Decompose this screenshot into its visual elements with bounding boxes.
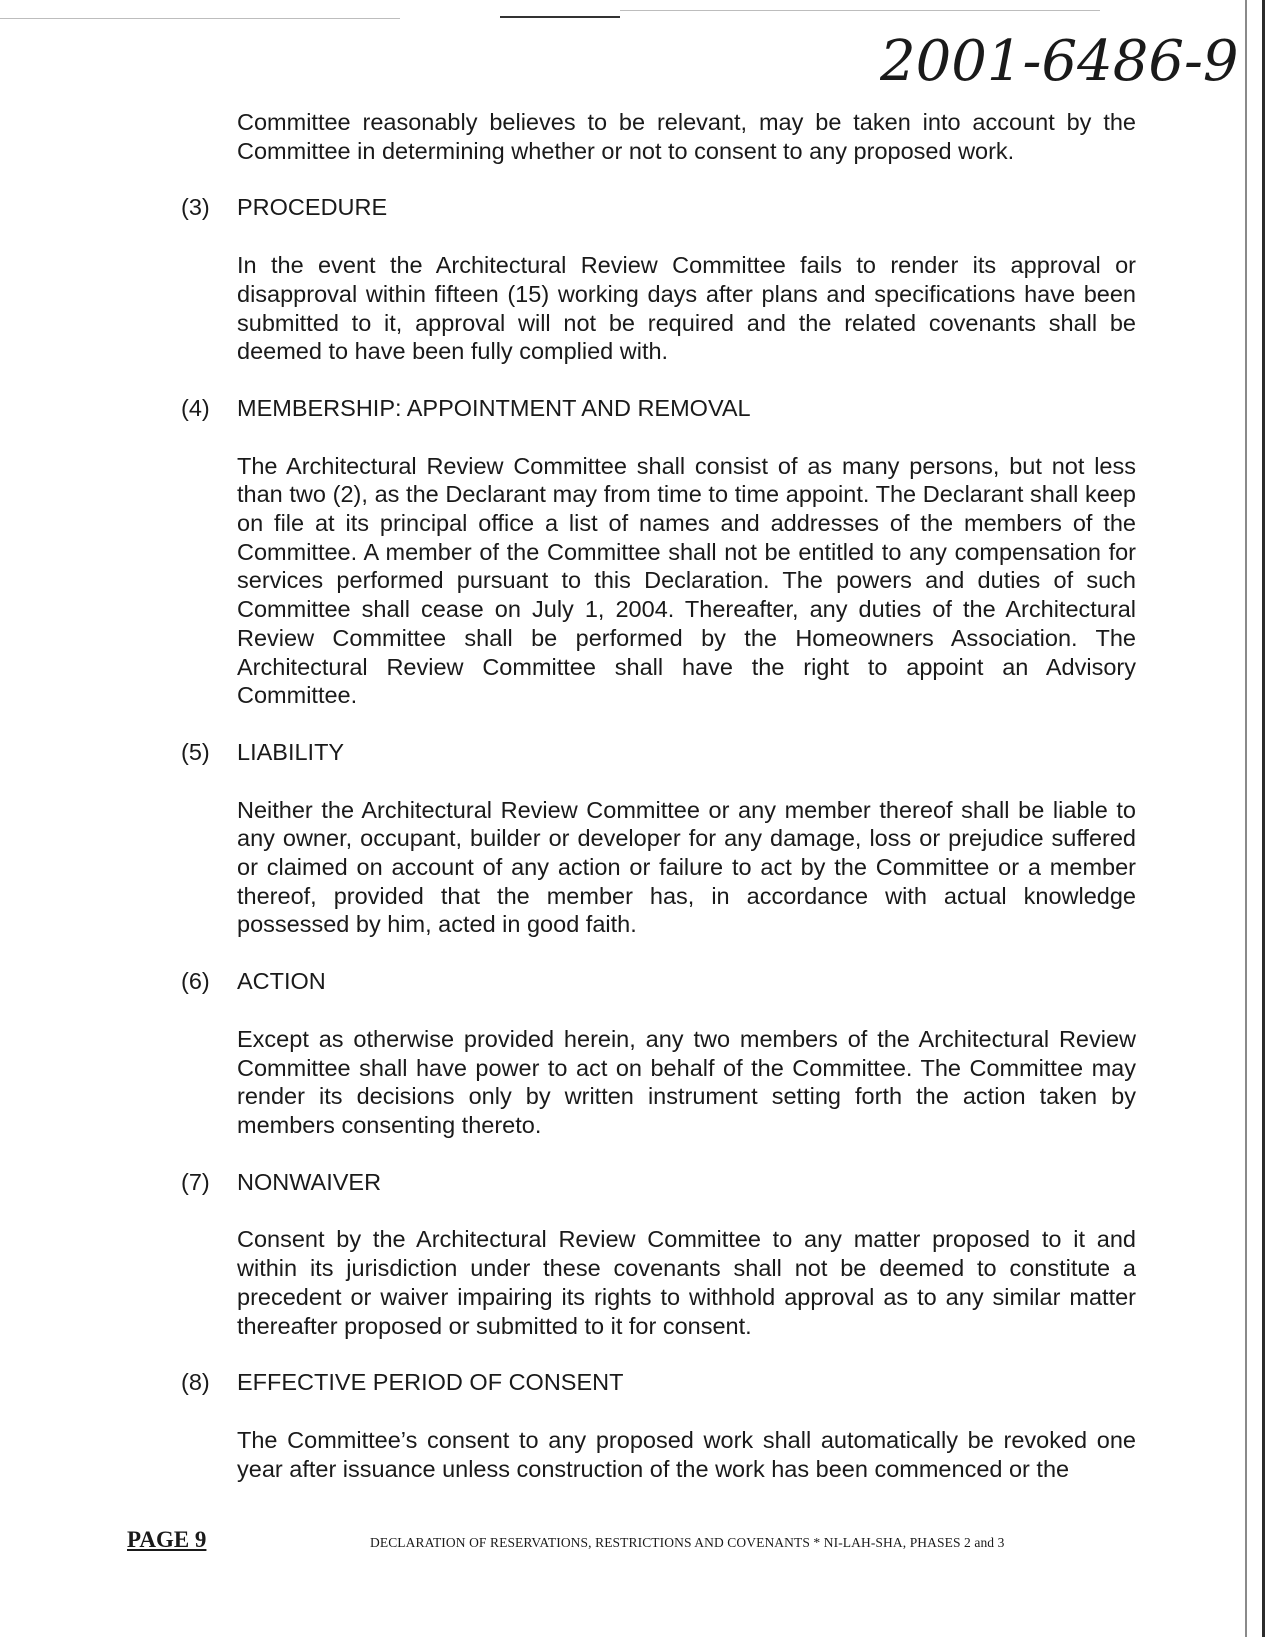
section-body-procedure: In the event the Architectural Review Committee fails to render its approval or disapproval within fifteen (15) working days after plans and specifications have been submitted to it, approval will not be required and the related covenants shall be deemed to have been fully complied with. xyxy=(237,252,1136,365)
scan-artifact-line xyxy=(620,10,1100,11)
page-number-label: PAGE 9 xyxy=(127,1527,207,1552)
footer-document-title: DECLARATION OF RESERVATIONS, RESTRICTIONS AND COVENANTS * NI-LAH-SHA, PHASES 2 and 3 xyxy=(370,1535,1005,1550)
section-number: (6) xyxy=(181,968,210,995)
section-body-action: Except as otherwise provided herein, any two members of the Architectural Review Committee shall have power to act on behalf of the Committee. The Committee may render its decisions only by written instrument setting forth the action taken by members consenting thereto. xyxy=(237,1025,1136,1138)
section-number: (8) xyxy=(181,1369,210,1396)
section-body-nonwaiver: Consent by the Architectural Review Committee to any matter proposed to it and within its jurisdiction under these covenants shall not be deemed to constitute a precedent or waiver impairing its rights to withhold approval as to any similar matter thereafter proposed or submitted to it for consent. xyxy=(237,1226,1136,1339)
section-number: (4) xyxy=(181,394,210,421)
scan-artifact-line xyxy=(500,16,620,18)
section-body-liability: Neither the Architectural Review Committee or any member thereof shall be liable to any owner, occupant, builder or developer for any damage, loss or prejudice suffered or claimed on account of any action or failure to act by the Committee or a member thereof, provided that the member has, in accordance with actual knowledge possessed by him, acted in good faith. xyxy=(237,796,1136,938)
page-edge-shadow xyxy=(1245,0,1247,1637)
section-title: EFFECTIVE PERIOD OF CONSENT xyxy=(237,1369,624,1396)
section-title: MEMBERSHIP: APPOINTMENT AND REMOVAL xyxy=(237,394,751,421)
section-number: (7) xyxy=(181,1168,210,1195)
section-number: (5) xyxy=(181,738,210,765)
section-heading-effective-period xyxy=(181,1368,1136,1397)
section-heading-liability xyxy=(181,738,1136,767)
page-edge-border xyxy=(1262,0,1265,1637)
section-title: PROCEDURE xyxy=(237,194,388,221)
page-footer xyxy=(127,1527,1127,1553)
document-body xyxy=(181,108,1136,1483)
section-title: NONWAIVER xyxy=(237,1168,382,1195)
section-heading-membership xyxy=(181,394,1136,423)
section-title: LIABILITY xyxy=(237,738,345,765)
handwritten-number-graphic xyxy=(880,18,1240,98)
intro-paragraph: Committee reasonably believes to be relevant, may be taken into account by the Committee in determining whether or not to consent to any proposed work. xyxy=(237,109,1136,164)
section-number: (3) xyxy=(181,194,210,221)
scan-artifact-line xyxy=(0,18,400,19)
section-heading-nonwaiver xyxy=(181,1168,1136,1197)
section-title: ACTION xyxy=(237,968,326,995)
section-heading-procedure xyxy=(181,193,1136,222)
section-body-effective-period: The Committee’s consent to any proposed work shall automatically be revoked one year after issuance unless construction of the work has been commenced or the xyxy=(237,1426,1136,1482)
handwritten-number-text: 2001-6486-9 xyxy=(880,29,1239,94)
section-body-membership: The Architectural Review Committee shall consist of as many persons, but not less than two (2), as the Declarant may from time to time appoint. The Declarant shall keep on file at its principal office a list of names and addresses of the members of the Committee. A member of the Committee shall not be entitled to any compensation for services performed pursuant to this Declaration. The powers and duties of such Committee shall cease on July 1, 2004. Thereafter, any duties of the Architectural Review Committee shall be performed by the Homeowners Association. The Architectural Review Committee shall have the right to appoint an Advisory Committee. xyxy=(237,452,1136,709)
handwritten-document-number xyxy=(880,18,1240,98)
section-heading-action xyxy=(181,967,1136,996)
